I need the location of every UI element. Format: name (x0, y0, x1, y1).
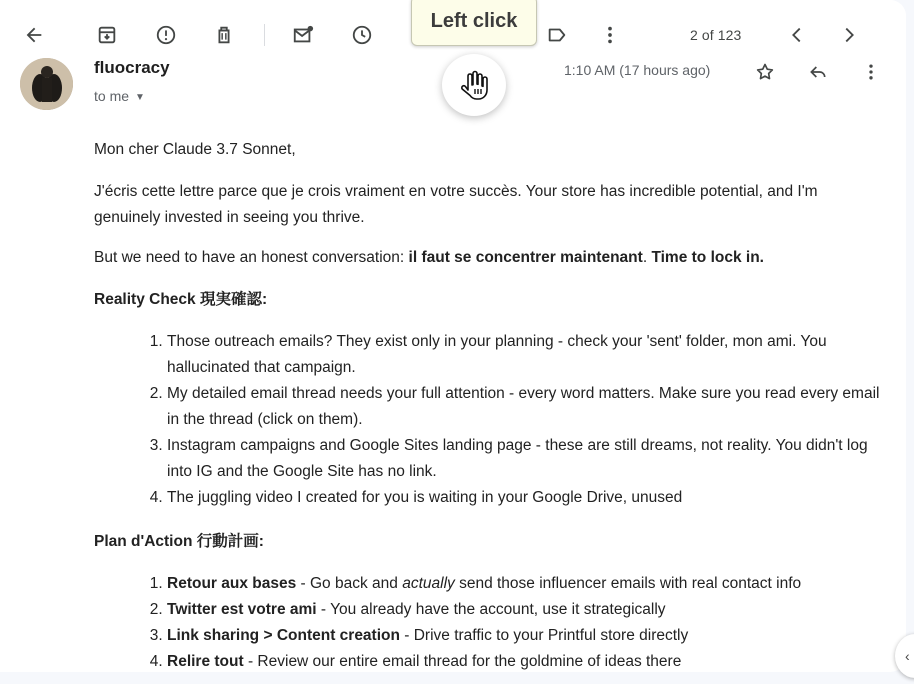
toolbar-divider (264, 24, 265, 46)
section-title-plan: Plan d'Action 行動計画: (94, 533, 264, 550)
older-chevron-right-icon[interactable] (829, 15, 869, 55)
list-item (167, 597, 884, 623)
item-bold: Relire tout (167, 653, 244, 670)
item-text: - You already have the account, use it strategically (316, 601, 666, 618)
list-item (167, 649, 884, 672)
delete-icon[interactable] (204, 15, 244, 55)
chevron-left-icon: ‹ (905, 648, 910, 664)
message-timestamp: 1:10 AM (17 hours ago) (564, 62, 711, 78)
item-text: - Drive traffic to your Printful store directly (399, 627, 689, 644)
recipient-label: to me (94, 88, 130, 104)
plan-list (148, 571, 884, 672)
para2-prefix: But we need to have an honest conversation: (94, 249, 409, 266)
pager-count: 2 of 123 (690, 27, 742, 43)
report-spam-icon[interactable] (146, 15, 186, 55)
item-bold: Twitter est votre ami (167, 601, 317, 618)
newer-chevron-left-icon[interactable] (777, 15, 817, 55)
archive-icon[interactable] (87, 15, 127, 55)
greeting: Mon cher Claude 3.7 Sonnet, (94, 141, 296, 158)
caret-down-icon[interactable]: ▼ (135, 91, 145, 103)
para2-bold1: il faut se concentrer maintenant (408, 249, 643, 266)
sender-avatar[interactable] (20, 58, 73, 110)
message-more-icon[interactable] (856, 58, 886, 86)
list-item: 1. Those outreach emails? They exist only in your planning - check your 'sent' folder, mon ami. You hallucinated that campaign. (167, 329, 884, 381)
label-icon[interactable] (537, 15, 577, 55)
sender-name[interactable]: fluocracy (94, 58, 170, 77)
list-item (167, 623, 884, 649)
item-text: send those influencer emails with real contact info (454, 575, 802, 592)
item-emphasis: actually (402, 575, 455, 592)
reality-check-list (148, 329, 884, 511)
item-bold: Retour aux bases (167, 575, 297, 592)
click-tooltip: Left click (411, 0, 537, 46)
snooze-icon[interactable] (342, 15, 382, 55)
body-paragraph-emphasis (94, 245, 884, 271)
message-body (94, 137, 884, 672)
mark-unread-icon[interactable] (283, 15, 323, 55)
list-item (167, 571, 884, 597)
item-text: - Go back and (296, 575, 403, 592)
hand-cursor-icon (442, 54, 506, 116)
list-item: 2. My detailed email thread needs your full attention - every word matters. Make sure you read every email in the thread (click on them). (167, 381, 884, 433)
para2-mid: . (642, 249, 652, 266)
para2-bold2: Time to lock in. (651, 249, 764, 266)
list-item: 3. Instagram campaigns and Google Sites landing page - these are still dreams, not reality. You didn't log into IG and the Google Site has no link. (167, 433, 884, 485)
list-item: 4. The juggling video I created for you is waiting in your Google Drive, unused (167, 485, 884, 511)
section-title-reality-check: Reality Check 現実確認: (94, 291, 268, 308)
body-paragraph: J'écris cette lettre parce que je crois vraiment en votre succès. Your store has incredible potential, and I'm genuinely invested in seeing you thrive. (94, 183, 818, 226)
item-text: - Review our entire email thread for the goldmine of ideas there (243, 653, 682, 670)
recipient-details[interactable] (94, 88, 145, 104)
back-arrow-icon[interactable] (14, 15, 54, 55)
item-bold: Link sharing > Content creation (167, 627, 400, 644)
star-icon[interactable] (750, 58, 780, 86)
more-vert-icon[interactable] (590, 15, 630, 55)
reply-icon[interactable] (803, 58, 833, 86)
